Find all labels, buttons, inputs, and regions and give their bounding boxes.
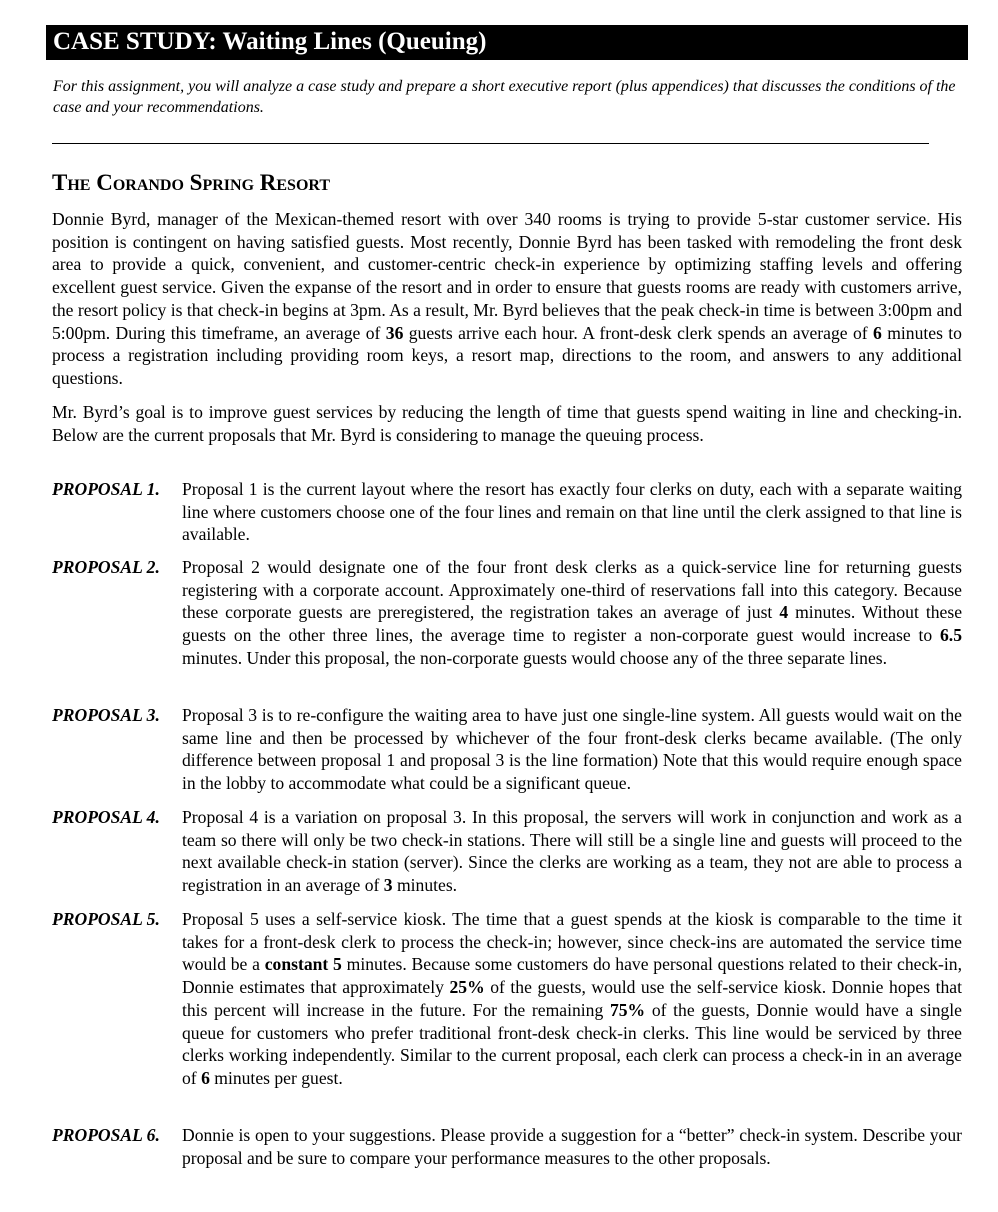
- proposal-text: Donnie is open to your suggestions. Please provide a suggestion for a “better” check-in system. Describe your proposal and be sure to compare your performance measures to the other proposals.: [182, 1125, 962, 1168]
- goal-paragraph: Mr. Byrd’s goal is to improve guest services by reducing the length of time that guests spend waiting in line and checking-in. Below are the current proposals that Mr. Byrd is considering to manage the queuing process.: [52, 402, 962, 445]
- proposal-text: Proposal 5 uses a self-service kiosk. The time that a guest spends at the kiosk is comparable to the time it takes for a front-desk clerk to process the check-in; however, since check-ins are automated the service time would be a constant 5 minutes. Because some customers do have personal questions related to their check-in, Donnie estimates that approximately 25% of the guests, would use the self-service kiosk. Donnie hopes that this percent will increase in the future. For the remaining 75% of the guests, Donnie would have a single queue for customers who prefer traditional front-desk check-in clerks. This line would be serviced by three clerks working independently. Similar to the current proposal, each clerk can process a check-in in an average of 6 minutes per guest.: [182, 909, 963, 1088]
- proposal-3: [52, 704, 962, 795]
- proposal-5: [52, 908, 962, 1090]
- proposal-4: [52, 806, 962, 897]
- background-paragraph: Donnie Byrd, manager of the Mexican-themed resort with over 340 rooms is trying to provide 5-star customer service. His position is contingent on having satisfied guests. Most recently, Donnie Byrd has been tasked with remodeling the front desk area to provide a quick, convenient, and customer-centric check-in experience by optimizing staffing levels and offering excellent guest service. Given the expanse of the resort and in order to ensure that guests rooms are ready with customers arrive, the resort policy is that check-in begins at 3pm. As a result, Mr. Byrd believes that the peak check-in time is between 3:00pm and 5:00pm. During this timeframe, an average of 36 guests arrive each hour. A front-desk clerk spends an average of 6 minutes to process a registration including providing room keys, a resort map, directions to the room, and answers to any additional questions.: [52, 209, 962, 388]
- case-study-title: CASE STUDY: Waiting Lines (Queuing): [46, 25, 968, 60]
- proposal-label: PROPOSAL 3.: [52, 705, 160, 725]
- assignment-intro: For this assignment, you will analyze a case study and prepare a short executive report (plus appendices) that discusses the conditions of the case and your recommendations.: [53, 78, 956, 116]
- arrival-rate: 36: [385, 322, 404, 343]
- proposal-label: PROPOSAL 4.: [52, 807, 160, 827]
- proposal-text: Proposal 2 would designate one of the four front desk clerks as a quick-service line for returning guests registering with a corporate account. Approximately one-third of reservations fall into this category. Because these corporate guests are preregistered, the registration takes an average of just 4 minutes. Without these guests on the other three lines, the average time to register a non-corporate guest would increase to 6.5 minutes. Under this proposal, the non-corporate guests would choose any of the three separate lines.: [182, 557, 963, 668]
- proposal-label: PROPOSAL 1.: [52, 479, 160, 499]
- proposal-label: PROPOSAL 6.: [52, 1125, 160, 1145]
- divider-line: [52, 143, 929, 144]
- proposal-6: [52, 1124, 962, 1169]
- proposal-2: [52, 556, 962, 670]
- service-time: 6: [873, 322, 882, 343]
- proposal-1: [52, 478, 962, 546]
- proposal-text: Proposal 1 is the current layout where the resort has exactly four clerks on duty, each with a separate waiting line where customers choose one of the four lines and remain on that line until the clerk assigned to that line is available.: [182, 479, 962, 545]
- proposal-label: PROPOSAL 2.: [52, 557, 160, 577]
- proposal-label: PROPOSAL 5.: [52, 909, 160, 929]
- proposal-text: Proposal 3 is to re-configure the waiting area to have just one single-line system. All guests would wait on the same line and then be processed by whichever of the four front-desk clerks became available. (The only difference between proposal 1 and proposal 3 is the line formation) Note that this would require enough space in the lobby to accommodate what could be a significant queue.: [182, 705, 962, 794]
- proposal-text: Proposal 4 is a variation on proposal 3. In this proposal, the servers will work in conjunction and work as a team so there will only be two check-in stations. There will still be a single line and guests will proceed to the next available check-in station (server). Since the clerks are working as a team, they not are able to process a registration in an average of 3 minutes.: [182, 807, 962, 896]
- resort-heading: The Corando Spring Resort: [52, 170, 331, 195]
